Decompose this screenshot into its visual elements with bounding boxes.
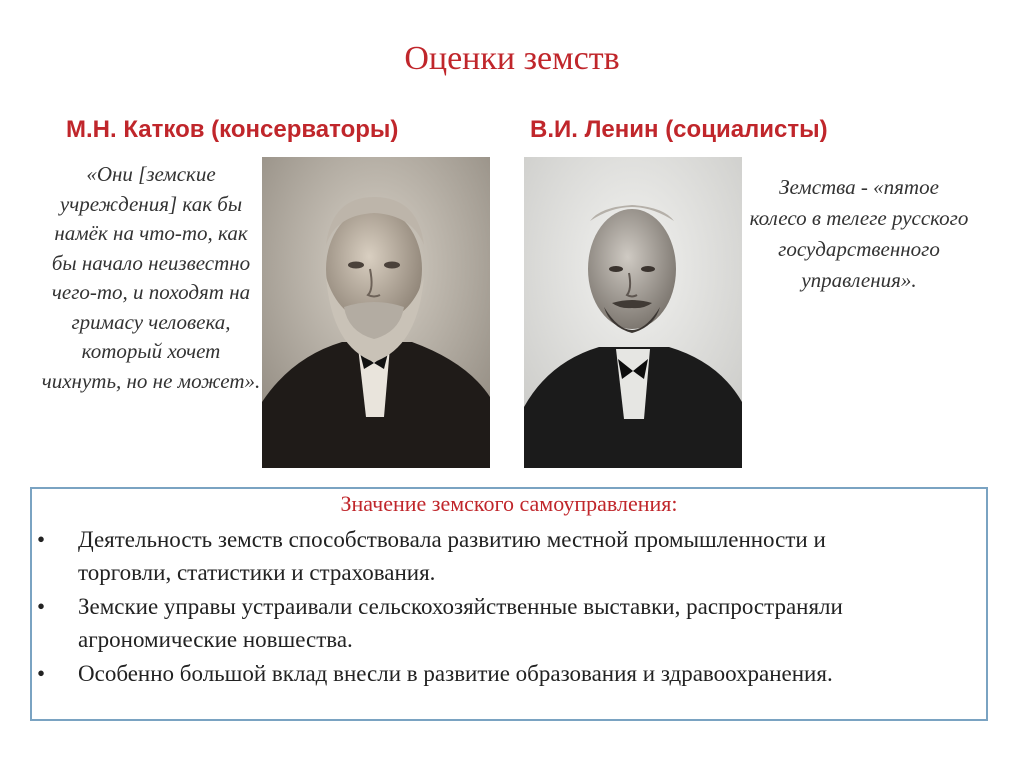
significance-list [32, 523, 858, 691]
significance-item [32, 590, 858, 656]
significance-item-text: Земские управы устраивали сельскохозяйственные выставки, распространяли агрономические новшества. [78, 594, 843, 652]
significance-title: Значение земского самоуправления: [340, 491, 678, 516]
significance-item [32, 523, 858, 589]
katkov-heading: М.Н. Катков (консерваторы) [66, 116, 399, 143]
significance-item [32, 657, 858, 690]
significance-item-text: Деятельность земств способствовала развитию местной промышленности и торговли, статистики и страхования. [78, 527, 826, 585]
lenin-portrait [524, 157, 742, 468]
bullet-icon: • [37, 661, 46, 686]
significance-item-text: Особенно большой вклад внесли в развитие образования и здравоохранения. [78, 661, 833, 686]
katkov-portrait [262, 157, 490, 468]
significance-box [30, 487, 988, 721]
bullet-icon: • [37, 527, 46, 552]
bullet-icon: • [37, 594, 46, 619]
katkov-quote: «Они [земские учреждения] как бы намёк на что-то, как бы начало неизвестно чего-то, и походят на гримасу человека, который хочет чихнуть, но не может». [41, 162, 261, 393]
slide-title: Оценки земств [404, 40, 620, 77]
lenin-quote: Земства - «пятое колесо в телеге русского государственного управления». [749, 175, 969, 292]
lenin-heading: В.И. Ленин (социалисты) [530, 116, 828, 143]
